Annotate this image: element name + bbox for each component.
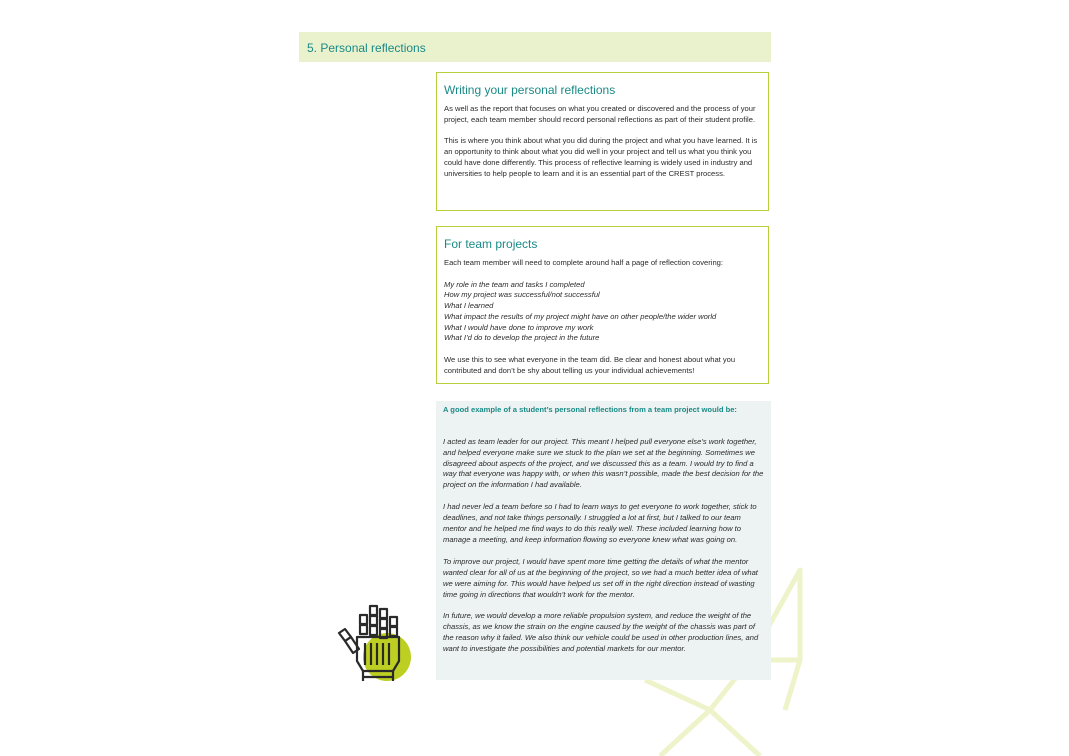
writing-paragraph-2: This is where you think about what you did during the project and what you have learned. It is an opportunity to think about what you did well in your project and tell us what you think you could have done differently. This process of reflective learning is widely used in industry and universities to help people to learn and it is an essential part of the CREST process.: [444, 136, 758, 178]
list-item: How my project was successful/not successful: [444, 290, 600, 300]
team-outro: We use this to see what everyone in the team did. Be clear and honest about what you contributed and don’t be shy about telling us your individual achievements!: [444, 354, 736, 375]
example-heading: A good example of a student’s personal reflections from a team project would be:: [443, 405, 737, 414]
list-item: What I learned: [444, 301, 494, 311]
section-heading-bar: [299, 32, 771, 62]
writing-reflections-title: Writing your personal reflections: [444, 83, 616, 97]
section-heading: 5. Personal reflections: [307, 41, 426, 55]
list-item: What I would have done to improve my work: [444, 322, 594, 332]
example-paragraph-1: I acted as team leader for our project. This meant I helped pull everyone else’s work together, and helped everyone make sure we stuck to the plan we set at the beginning. Sometimes we disagreed about aspects of the project, and we discussed this as a team. I would try to find a way that everyone was happy with, or when this wasn’t possible, made the best decision for the project on the information I had available.: [443, 436, 764, 490]
example-paragraph-3: To improve our project, I would have spent more time getting the details of what the mentor wanted clear for all of us at the beginning of the project, so we had a much better idea of what we were aiming for. This would have helped us set off in the right direction instead of wasting time going in directions that wouldn’t work for the mentor.: [443, 556, 758, 599]
list-item: My role in the team and tasks I completed: [444, 279, 585, 289]
robotic-hand-icon: [335, 603, 415, 683]
example-paragraph-4: In future, we would develop a more reliable propulsion system, and reduce the weight of the chassis, as we know the strain on the engine caused by the weight of the chassis was part of the reason why it failed. We also think our vehicle could be used in other production lines, and want to investigate the possibilities and potential markets for our mentor.: [443, 611, 759, 654]
team-intro: Each team member will need to complete around half a page of reflection covering:: [444, 258, 724, 267]
team-projects-title: For team projects: [444, 237, 538, 251]
example-reflection-panel: [436, 401, 771, 680]
reflection-topics-list: [444, 280, 761, 344]
team-projects-box: [436, 226, 769, 384]
list-item: What I’d do to develop the project in the future: [444, 333, 600, 343]
writing-paragraph-1: As well as the report that focuses on what you created or discovered and the process of your project, each team member should record personal reflections as part of their student profile.: [444, 104, 756, 124]
list-item: What impact the results of my project might have on other people/the wider world: [444, 311, 717, 321]
example-paragraph-2: I had never led a team before so I had to learn ways to get everyone to work together, stick to deadlines, and not take things personally. I struggled a lot at first, but I talked to our team mentor and he helped me find ways to do this really well. These included learning how to manage a meeting, and keep information flowing so everyone knew what was going on.: [443, 502, 757, 544]
writing-reflections-box: [436, 72, 769, 211]
